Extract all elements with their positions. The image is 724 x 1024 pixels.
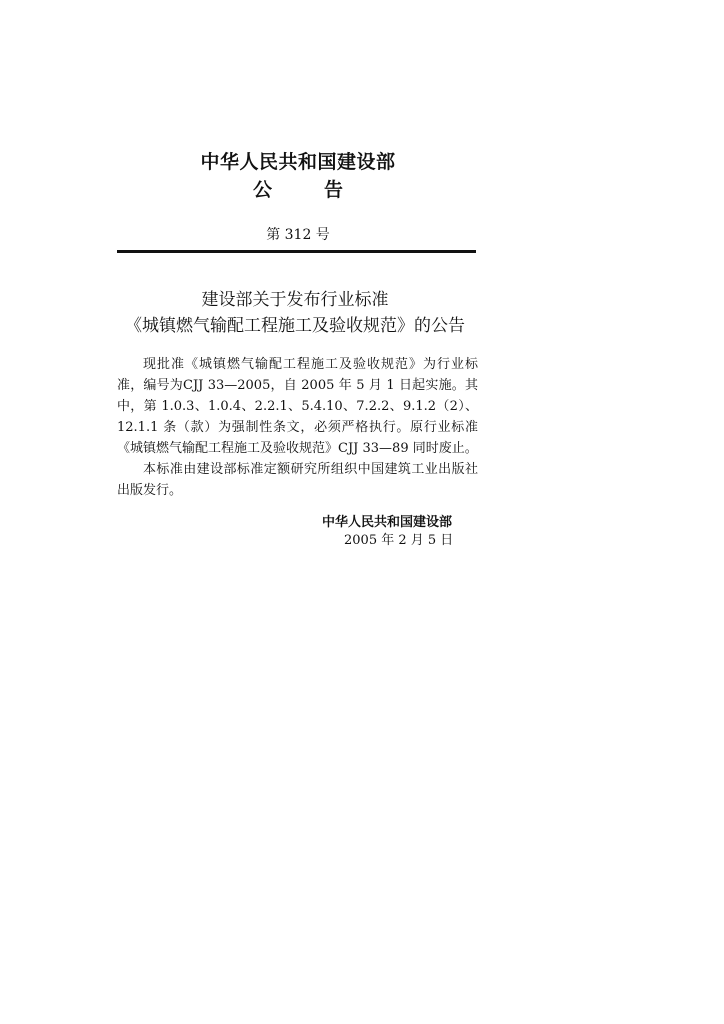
signature-organization: 中华人民共和国建设部 bbox=[322, 515, 453, 530]
announcement-body bbox=[117, 354, 478, 501]
document-type-right: 告 bbox=[324, 179, 344, 201]
body-paragraph-2: 本标准由建设部标准定额研究所组织中国建筑工业出版社出版发行。 bbox=[117, 462, 478, 498]
issuer-title: 中华人民共和国建设部 bbox=[200, 151, 396, 173]
subject-line-1: 建设部关于发布行业标准 bbox=[201, 290, 389, 310]
header-divider bbox=[117, 250, 476, 253]
body-paragraph-1: 现批准《城镇燃气输配工程施工及验收规范》为行业标准，编号为CJJ 33—2005，自 2005 年 5 月 1 日起实施。其中，第 1.0.3、1.0.4、2.2.1、5.4.10、7.2.2、9.1.2（2）、12.1.1 条（款）为强制性条文，必须严格执行。原行业标准《城镇燃气输配工程施工及验收规范》CJJ 33—89 同时废止。 bbox=[117, 357, 478, 456]
announcement-number: 第 312 号 bbox=[266, 227, 330, 243]
document-type-left: 公 bbox=[252, 179, 272, 201]
document-type bbox=[120, 175, 476, 202]
announcement-subject bbox=[110, 287, 480, 339]
signature-date: 2005 年 2 月 5 日 bbox=[344, 533, 454, 548]
subject-line-2: 《城镇燃气输配工程施工及验收规范》的公告 bbox=[125, 316, 465, 336]
